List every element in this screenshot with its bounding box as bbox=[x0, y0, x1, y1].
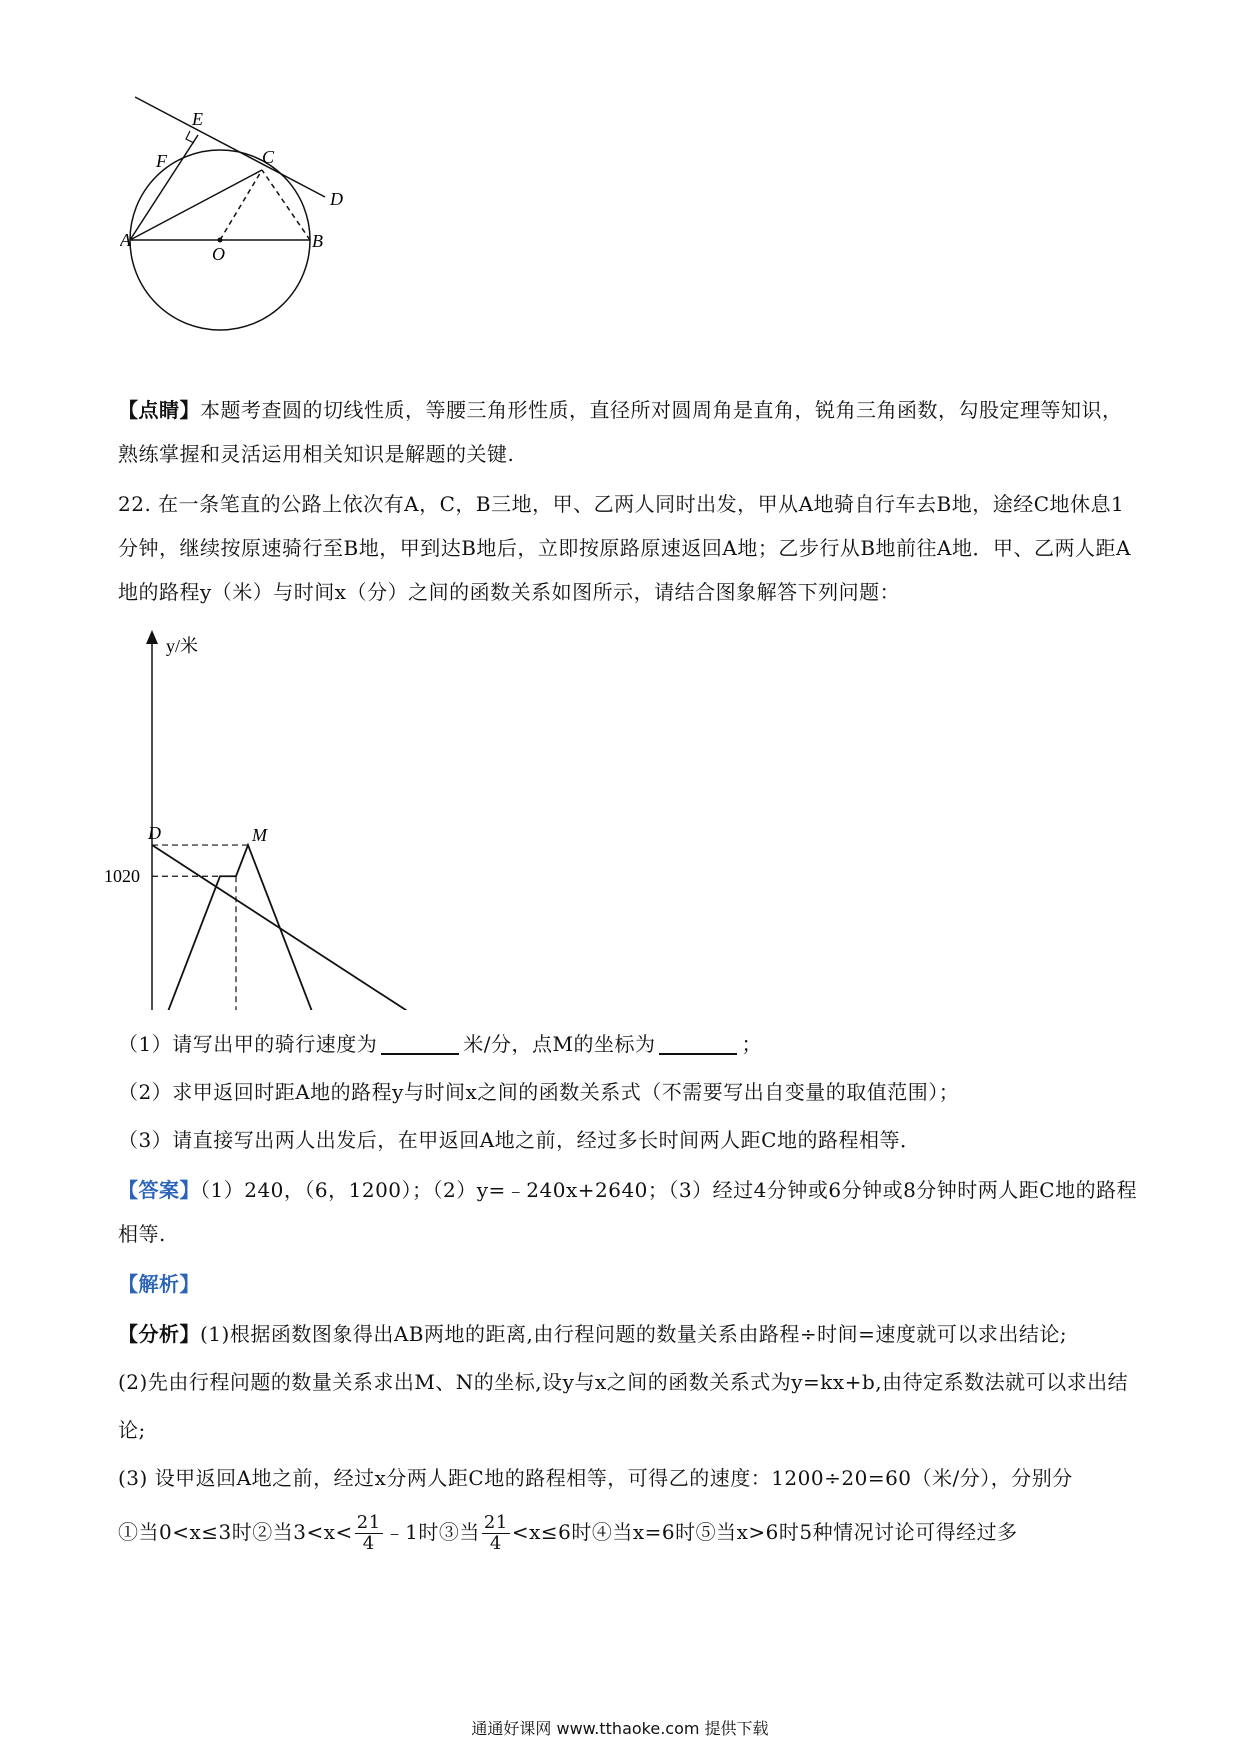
fraction-numerator: 21 bbox=[356, 1512, 381, 1533]
sub-question-3 bbox=[118, 1118, 1138, 1162]
y-tick-label-0: 1020 bbox=[104, 866, 140, 887]
y-axis-label: y/米 bbox=[166, 636, 199, 656]
q2-text: （2）求甲返回时距A地的路程y与时间x之间的函数关系式（不需要写出自变量的取值范围）； bbox=[118, 1080, 960, 1104]
fraction-21-over-4 bbox=[355, 1513, 383, 1554]
answer-paragraph bbox=[118, 1168, 1138, 1256]
analysis-p4-c: <x≤6时④当x=6时⑤当x>6时5种情况讨论可得经过多 bbox=[511, 1520, 1018, 1544]
analysis-p4-a: ①当0<x≤3时②当3<x< bbox=[118, 1520, 353, 1544]
dianjing-paragraph bbox=[118, 388, 1138, 476]
point-o bbox=[218, 238, 223, 243]
analysis-p1: (1)根据函数图象得出AB两地的距离,由行程问题的数量关系由路程÷时间=速度就可以求出结论; bbox=[200, 1322, 1068, 1346]
analysis-line-3 bbox=[118, 1454, 1138, 1502]
sub-question-1 bbox=[118, 1022, 1138, 1066]
label-o: O bbox=[212, 244, 225, 264]
question-number: 22. bbox=[118, 492, 152, 516]
point-label-m: M bbox=[252, 825, 267, 846]
label-d: D bbox=[330, 189, 343, 209]
point-label-d: D bbox=[148, 823, 161, 844]
label-f: F bbox=[156, 151, 167, 171]
label-e: E bbox=[192, 109, 203, 129]
label-a: A bbox=[120, 230, 131, 250]
sub-question-2 bbox=[118, 1070, 1138, 1114]
analysis-line-1 bbox=[118, 1310, 1138, 1358]
circle-tangent-figure bbox=[120, 95, 400, 345]
q1-part-a: （1）请写出甲的骑行速度为 bbox=[118, 1032, 378, 1056]
analysis-p4-b: ﹣1时③当 bbox=[384, 1520, 480, 1544]
analysis-paragraph bbox=[118, 1310, 1138, 1556]
q1-part-c: ； bbox=[741, 1032, 762, 1056]
answer-bracket: 【答案】 bbox=[118, 1178, 200, 1202]
analysis-line-2 bbox=[118, 1358, 1138, 1454]
series-line-1 bbox=[152, 845, 328, 1010]
fraction-21-over-4-second bbox=[482, 1513, 510, 1554]
q3-text: （3）请直接写出两人出发后，在甲返回A地之前，经过多长时间两人距C地的路程相等． bbox=[118, 1128, 921, 1152]
function-chart bbox=[100, 630, 620, 1010]
q1-part-b: 米/分，点M的坐标为 bbox=[463, 1032, 656, 1056]
question-text: 在一条笔直的公路上依次有A，C，B三地，甲、乙两人同时出发，甲从A地骑自行车去B地，途经C地休息1分钟，继续按原速骑行至B地，甲到达B地后，立即按原路原速返回A地；乙步行从B地前往A地．甲、乙两人距A地的路程y（米）与时间x（分）之间的函数关系如图所示，请结合图象解答下列问题： bbox=[118, 492, 1131, 604]
analysis-bracket: 【分析】 bbox=[118, 1322, 200, 1346]
right-angle-mark bbox=[186, 131, 194, 143]
coordinate-blank[interactable] bbox=[659, 1031, 737, 1055]
answer-text: （1）240，（6，1200）；（2）y=﹣240x+2640；（3）经过4分钟或6分钟或8分钟时两人距C地的路程相等. bbox=[118, 1178, 1138, 1246]
speed-blank[interactable] bbox=[381, 1031, 459, 1055]
tangent-line bbox=[135, 97, 325, 197]
analysis-p3: (3) 设甲返回A地之前，经过x分两人距C地的路程相等，可得乙的速度：1200÷20=60（米/分），分别分 bbox=[118, 1466, 1073, 1490]
footer-source: 通通好课网 www.tthaoke.com 提供下载 bbox=[471, 1719, 769, 1738]
jiexi-heading bbox=[118, 1262, 1138, 1306]
dianjing-text: 本题考查圆的切线性质，等腰三角形性质，直径所对圆周角是直角，锐角三角函数，勾股定理等知识，熟练掌握和灵活运用相关知识是解题的关键. bbox=[118, 398, 1123, 466]
fraction-denominator: 4 bbox=[362, 1533, 375, 1554]
fraction-denominator-2: 4 bbox=[489, 1533, 502, 1554]
dianjing-bracket: 【点睛】 bbox=[118, 398, 200, 422]
jiexi-bracket: 【解析】 bbox=[118, 1272, 200, 1296]
question-22 bbox=[118, 482, 1138, 614]
fraction-numerator-2: 21 bbox=[483, 1512, 508, 1533]
analysis-line-4 bbox=[118, 1508, 1138, 1556]
analysis-p2: (2)先由行程问题的数量关系求出M、N的坐标,设y与x之间的函数关系式为y=kx+b,由待定系数法就可以求出结论; bbox=[118, 1370, 1129, 1442]
label-b: B bbox=[312, 231, 323, 251]
segment-ac bbox=[130, 170, 262, 240]
y-axis-arrow bbox=[146, 630, 158, 644]
label-c: C bbox=[262, 147, 275, 167]
